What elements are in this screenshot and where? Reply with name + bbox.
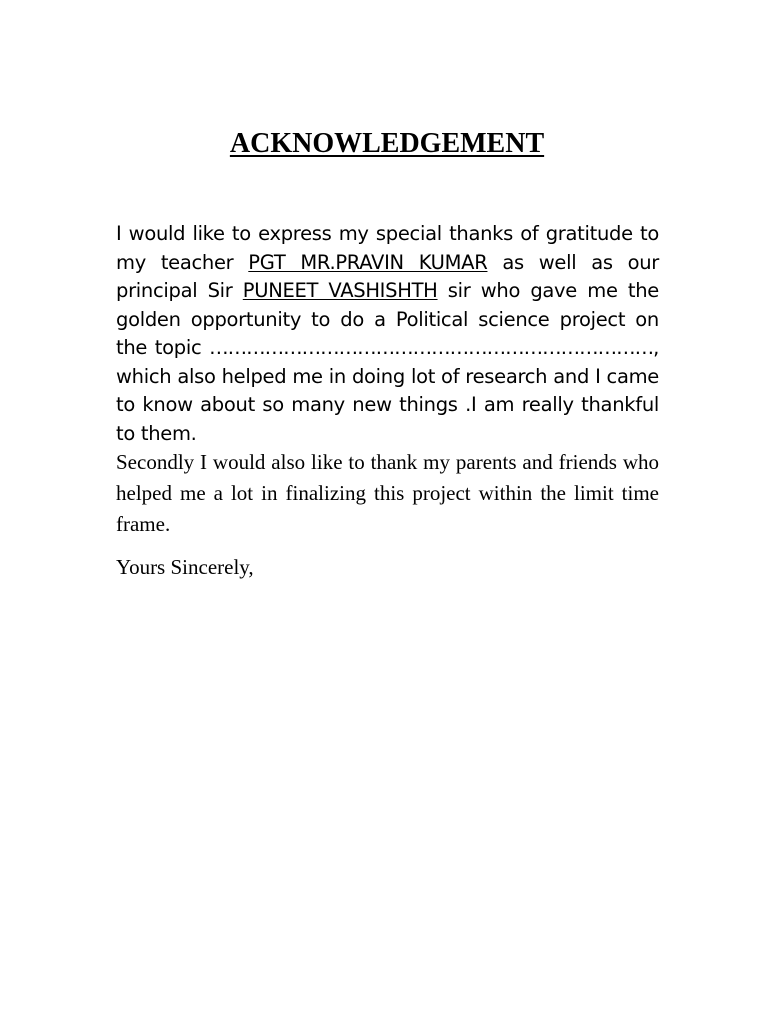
page-title	[0, 126, 768, 162]
paragraph-gratitude	[116, 220, 659, 448]
closing-line: Yours Sincerely,	[116, 555, 254, 579]
paragraph1-text-3: sir who gave me the golden opportunity to do a Political science project on the topic	[116, 279, 659, 359]
topic-blank: ………………………………………………………………	[209, 336, 654, 359]
paragraph-parents: Secondly I would also like to thank my parents and friends who helped me a lot in finalizing this project within the limit time frame.	[116, 450, 659, 536]
paragraph1-text-1: I would like to express my special thanks of gratitude to my teacher	[116, 222, 659, 274]
paragraph1-text-2: as well as our principal Sir	[116, 250, 659, 302]
title-text: ACKNOWLEDGEMENT	[229, 128, 545, 159]
principal-name: PUNEET VASHISHTH	[242, 279, 438, 302]
teacher-name: PGT MR.PRAVIN KUMAR	[248, 250, 488, 274]
paragraph1-text-4: , which also helped me in doing lot of research and I came to know about so many new things .I am really thankful to them.	[116, 336, 659, 445]
